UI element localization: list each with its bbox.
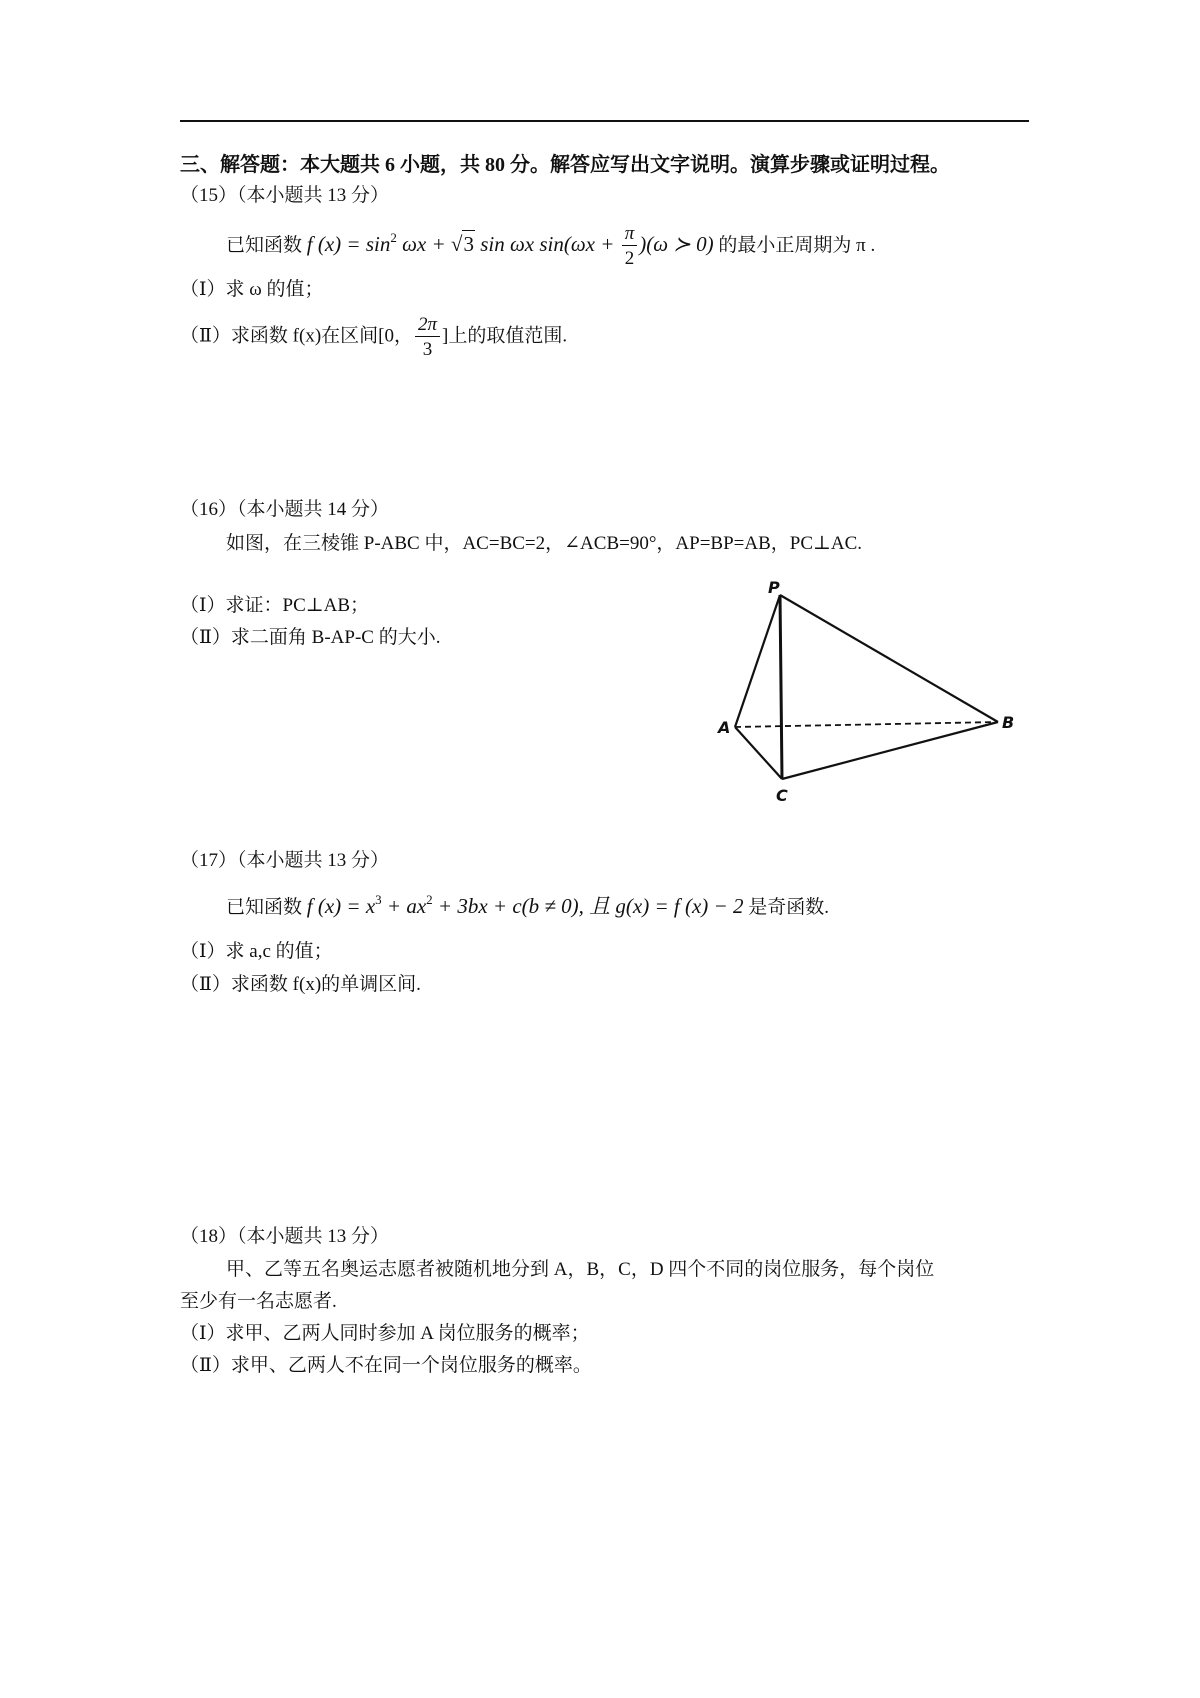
problem-17-part-2: （Ⅱ）求函数 f(x)的单调区间.: [180, 974, 421, 995]
problem-17-formula: [307, 894, 744, 918]
problem-16-part-2: （Ⅱ）求二面角 B-AP-C 的大小.: [180, 627, 441, 648]
problem-15-stem-prefix: 已知函数: [226, 234, 303, 256]
problem-17-part-1: （Ⅰ）求 a,c 的值；: [180, 941, 333, 962]
formula-term: + ax: [381, 894, 427, 918]
fraction: [415, 315, 440, 359]
formula-tail: + 3bx + c(b ≠ 0), 且 g(x) = f (x) − 2: [432, 894, 744, 918]
formula-term: ωx +: [396, 231, 451, 256]
problem-17-stem: [226, 892, 829, 918]
edge-ac: [735, 727, 782, 779]
problem-16-header: （16）（本小题共 14 分）: [180, 499, 390, 520]
problem-17-stem-prefix: 已知函数: [226, 897, 303, 918]
sqrt-radicand: 3: [463, 231, 474, 256]
label-a: A: [718, 718, 731, 737]
formula-exponent: 2: [390, 229, 397, 245]
problem-16-part-1: （Ⅰ）求证：PC⊥AB；: [180, 595, 370, 616]
edge-cb: [782, 722, 998, 779]
problem-18-header: （18）（本小题共 13 分）: [180, 1226, 390, 1247]
edge-ab-hidden: [735, 722, 998, 727]
problem-15-stem: [226, 224, 875, 268]
fraction-denominator: 2: [624, 248, 635, 269]
fraction-numerator: π: [622, 224, 638, 246]
part-2-suffix: ]上的取值范围.: [442, 325, 568, 347]
problem-15-formula: [306, 223, 714, 269]
formula-tail: )(ω ≻ 0): [639, 231, 714, 256]
edge-pb: [780, 595, 998, 722]
problem-18-stem-line-2: 至少有一名志愿者.: [180, 1291, 337, 1312]
problem-18-stem-line-1: 甲、乙等五名奥运志愿者被随机地分到 A，B，C，D 四个不同的岗位服务，每个岗位: [226, 1259, 935, 1280]
tetrahedron-figure: [690, 575, 1030, 810]
edge-pc: [780, 595, 782, 779]
sqrt-symbol: √3: [450, 231, 474, 256]
problem-17-header: （17）（本小题共 13 分）: [180, 850, 390, 871]
problem-15-part-1: （Ⅰ）求 ω 的值；: [180, 279, 324, 300]
fraction-numerator: 2π: [415, 315, 440, 337]
problem-18-part-2: （Ⅱ）求甲、乙两人不在同一个岗位服务的概率。: [180, 1355, 592, 1376]
problem-16-stem: 如图，在三棱锥 P-ABC 中，AC=BC=2，∠ACB=90°，AP=BP=AB，PC⊥AC.: [226, 533, 863, 554]
edge-pa: [735, 595, 780, 727]
top-rule: [180, 120, 1029, 122]
formula-lhs: f (x) = sin: [306, 231, 391, 256]
label-b: B: [1002, 713, 1015, 732]
label-p: P: [768, 578, 780, 597]
problem-15-part-2: [180, 315, 567, 359]
formula-exponent: 3: [375, 892, 382, 907]
fraction: [622, 224, 638, 268]
problem-15-stem-suffix: 的最小正周期为 π .: [718, 234, 876, 256]
part-2-prefix: （Ⅱ）求函数 f(x)在区间[0，: [180, 325, 413, 347]
problem-15-header: （15）（本小题共 13 分）: [180, 185, 390, 206]
label-c: C: [776, 786, 788, 805]
formula-exponent: 2: [426, 892, 433, 907]
formula-lhs: f (x) = x: [306, 894, 376, 918]
formula-term: sin ωx sin(ωx +: [474, 231, 620, 256]
fraction-denominator: 3: [422, 339, 433, 360]
problem-18-part-1: （Ⅰ）求甲、乙两人同时参加 A 岗位服务的概率；: [180, 1323, 590, 1344]
section-heading: 三、解答题：本大题共 6 小题，共 80 分。解答应写出文字说明。演算步骤或证明过程。: [180, 154, 950, 176]
problem-17-stem-suffix: 是奇函数.: [748, 897, 829, 918]
